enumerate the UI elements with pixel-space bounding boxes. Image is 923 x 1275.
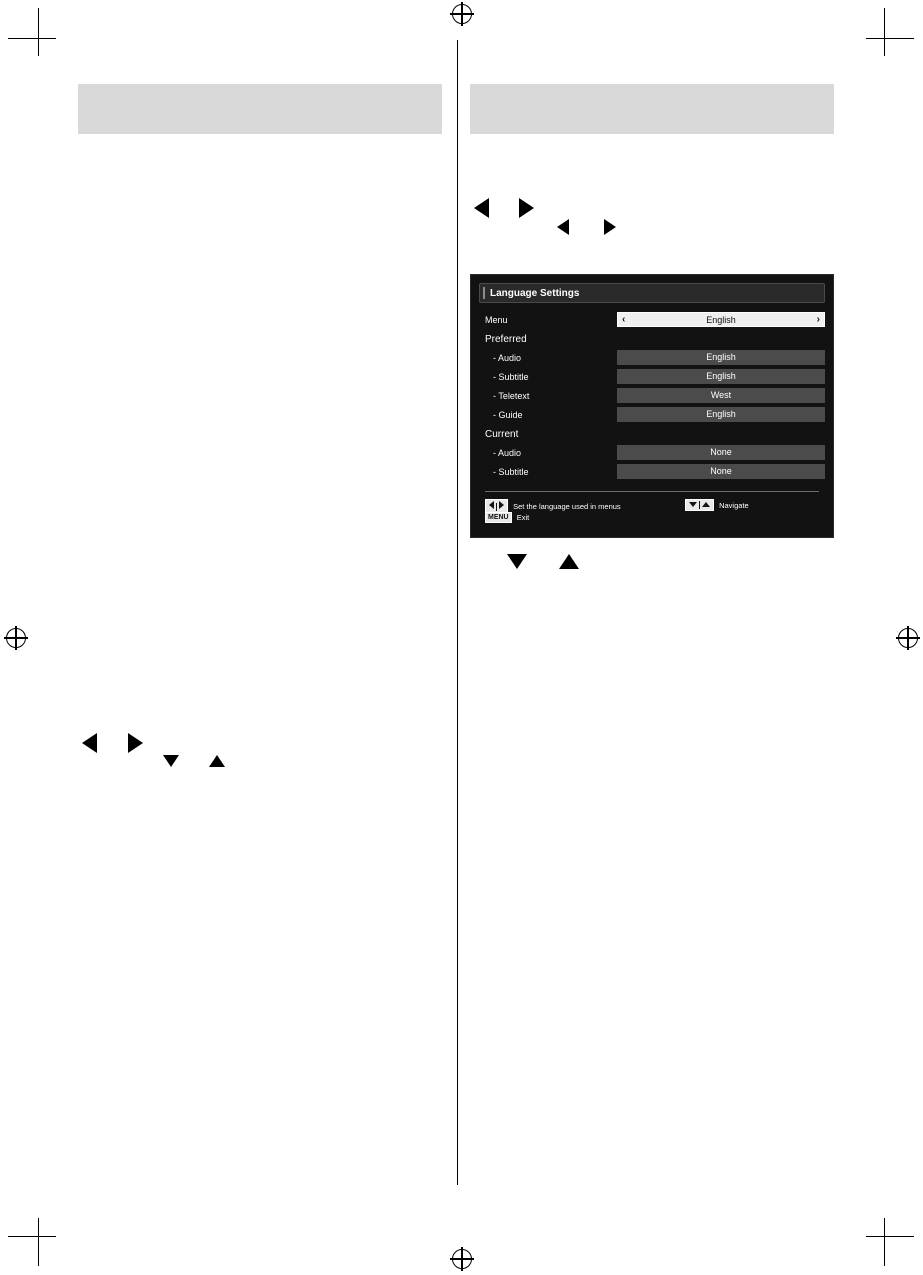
left-right-arrow-badge-icon [485, 499, 508, 513]
crop-mark-bottom-right-horizontal [866, 1236, 914, 1237]
osd-value-preferred-guide[interactable] [617, 407, 825, 422]
down-arrow-icon-below-osd [507, 554, 527, 569]
osd-row-label-menu: Menu [485, 315, 508, 325]
menu-key-badge: MENU [485, 512, 512, 523]
osd-value-text-preferred-subtitle: English [706, 371, 736, 381]
crop-mark-bottom-left-vertical [38, 1218, 39, 1266]
osd-row-current [479, 425, 825, 443]
crop-mark-top-right-horizontal [866, 38, 914, 39]
osd-footer-menu-row [485, 512, 529, 523]
osd-value-menu[interactable] [617, 312, 825, 327]
osd-footer-navigate-row [685, 499, 749, 511]
osd-value-current-audio[interactable] [617, 445, 825, 460]
osd-value-preferred-audio[interactable] [617, 350, 825, 365]
osd-value-text-menu: English [706, 315, 736, 325]
osd-value-text-preferred-audio: English [706, 352, 736, 362]
osd-row-label-preferred-guide: - Guide [493, 410, 523, 420]
osd-footer-divider [485, 491, 819, 492]
osd-row-label-preferred-subtitle: - Subtitle [493, 372, 529, 382]
chevron-left-icon[interactable]: ‹ [622, 314, 626, 325]
osd-value-text-current-subtitle: None [710, 466, 732, 476]
left-column-up-arrow-icon [209, 755, 225, 767]
osd-settings-list [479, 311, 825, 482]
osd-title-bar [479, 283, 825, 303]
osd-row-preferred-guide[interactable] [479, 406, 825, 424]
osd-footer [485, 498, 819, 528]
column-divider [457, 40, 458, 1185]
crop-mark-top-right-vertical [884, 8, 885, 56]
osd-screenshot [470, 274, 834, 538]
left-column-left-arrow-icon [82, 733, 97, 753]
right-arrow-icon-group-left-2 [557, 219, 569, 235]
osd-row-label-current-audio: - Audio [493, 448, 522, 458]
osd-row-preferred [479, 330, 825, 348]
osd-row-label-preferred-teletext: - Teletext [493, 391, 530, 401]
osd-row-current-subtitle[interactable] [479, 463, 825, 481]
right-arrow-icon-group-right-1 [519, 198, 534, 218]
registration-mark-bottom [451, 1248, 473, 1270]
osd-row-preferred-subtitle[interactable] [479, 368, 825, 386]
osd-value-current-subtitle[interactable] [617, 464, 825, 479]
osd-row-label-preferred-audio: - Audio [493, 353, 522, 363]
osd-row-menu[interactable] [479, 311, 825, 329]
up-arrow-icon-below-osd [559, 554, 579, 569]
osd-row-preferred-teletext[interactable] [479, 387, 825, 405]
crop-mark-bottom-left-horizontal [8, 1236, 56, 1237]
registration-mark-top [451, 3, 473, 25]
osd-footer-left-hint: Set the language used in menus [513, 501, 621, 511]
registration-mark-right [897, 627, 919, 649]
osd-footer-left-hint-row [485, 499, 621, 513]
osd-row-current-audio[interactable] [479, 444, 825, 462]
osd-value-text-preferred-teletext: West [710, 390, 732, 400]
crop-mark-top-left-vertical [38, 8, 39, 56]
right-arrow-icon-group-right-2 [604, 219, 616, 235]
osd-row-label-preferred: Preferred [485, 334, 527, 345]
section-header-bar-left [78, 84, 442, 134]
section-header-bar-right [470, 84, 834, 134]
osd-row-preferred-audio[interactable] [479, 349, 825, 367]
osd-footer-menu-hint: Exit [516, 513, 530, 522]
chevron-right-icon[interactable]: › [816, 314, 820, 325]
osd-value-text-current-audio: None [710, 447, 732, 457]
up-down-arrow-badge-icon [685, 499, 714, 511]
osd-value-preferred-teletext[interactable] [617, 388, 825, 403]
osd-footer-right-hint: Navigate [719, 500, 749, 510]
crop-mark-bottom-right-vertical [884, 1218, 885, 1266]
osd-row-label-current: Current [485, 429, 519, 440]
osd-value-text-preferred-guide: English [706, 409, 736, 419]
crop-mark-top-left-horizontal [8, 38, 56, 39]
registration-mark-left [5, 627, 27, 649]
osd-title-accent [483, 287, 485, 299]
osd-value-preferred-subtitle[interactable] [617, 369, 825, 384]
left-column-right-arrow-icon [128, 733, 143, 753]
right-arrow-icon-group-left-1 [474, 198, 489, 218]
osd-title: Language Settings [490, 288, 580, 299]
left-column-down-arrow-icon [163, 755, 179, 767]
osd-row-label-current-subtitle: - Subtitle [493, 467, 529, 477]
